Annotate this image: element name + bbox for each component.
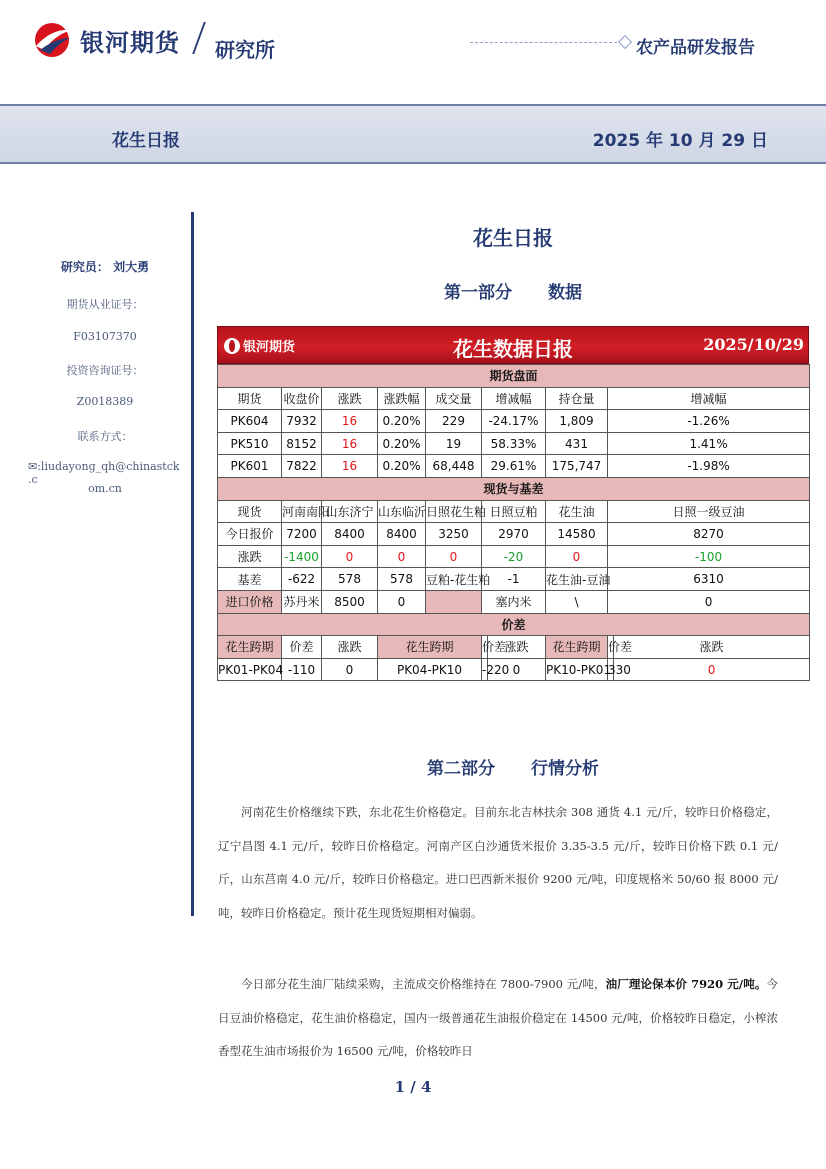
table-cell: -1 xyxy=(482,568,546,591)
table-cell: 持仓量 xyxy=(546,387,608,410)
futures-row xyxy=(218,410,810,433)
analysis-p2-part-a: 今日部分花生油厂陆续采购，主流成交价格维持在 7800-7900 元/吨， xyxy=(241,977,606,991)
report-type: 农产品研发报告 xyxy=(636,38,755,58)
table-cell: 价差 xyxy=(482,636,488,659)
table-cell: 0 xyxy=(608,590,810,613)
section-spot xyxy=(218,477,810,500)
table-cell: 期货 xyxy=(218,387,282,410)
table-cell: 578 xyxy=(378,568,426,591)
email-line-1[interactable]: ✉:liudayong_qh@chinastck .c xyxy=(28,460,180,486)
table-cell: 68,448 xyxy=(426,455,482,478)
table-cell: 7932 xyxy=(282,410,322,433)
table-cell: 0 xyxy=(322,545,378,568)
table-cell: 进口价格 xyxy=(218,590,282,613)
table-cell: 0.20% xyxy=(378,410,426,433)
license-label: 期货从业证号： xyxy=(66,298,144,311)
table-cell: -24.17% xyxy=(482,410,546,433)
section-1-number: 第一部分 xyxy=(444,283,512,303)
table-cell: 0.20% xyxy=(378,432,426,455)
table-cell: -1.98% xyxy=(608,455,810,478)
table-title: 花生数据日报 xyxy=(453,337,573,361)
table-cell: 河南南阳 xyxy=(282,500,322,523)
main-title: 花生日报 xyxy=(473,226,553,250)
table-cell: 14580 xyxy=(546,523,608,546)
report-header xyxy=(0,0,826,100)
institute-name: 研究所 xyxy=(215,38,275,62)
analysis-paragraph-1: 河南花生价格继续下跌，东北花生价格稳定。目前东北吉林扶余 308 通货 4.1 元/斤，较昨日价格稳定，辽宁昌图 4.1 元/斤，较昨日价格稳定。河南产区白沙通货米报价 3.35-3.5 元/斤，较昨日价格下跌 0.1 元/斤，山东莒南 4.0 元/斤，较昨日价格稳定。进口巴西新米报价 9200 元/吨，印度规格米 50/60 报 8000 元/吨，较昨日价格稳定。预计花生现货短期相对偏弱。 xyxy=(218,805,778,920)
table-cell: 价差 xyxy=(282,636,322,659)
analysis-p2-bold: 油厂理论保本价 7920 元/吨。 xyxy=(605,977,767,991)
author: 研究员： 刘大勇 xyxy=(60,260,150,274)
table-cell: 0 xyxy=(546,545,608,568)
analysis-p2-part-b: 今日豆油价格稳定，花生油价格稳定，国内一级普通花生油报价稳定在 14500 元/吨，价格较昨日稳定，小榨浓香型花生油市场报价为 16500 元/吨，价格较昨日 xyxy=(218,977,778,1058)
table-cell: 涨跌 xyxy=(322,636,378,659)
table-cell: 7822 xyxy=(282,455,322,478)
table-cell: -1400 xyxy=(282,545,322,568)
table-cell: 涨跌幅 xyxy=(378,387,426,410)
report-title: 花生日报 xyxy=(112,131,180,151)
table-cell: 58.33% xyxy=(482,432,546,455)
table-cell: 8152 xyxy=(282,432,322,455)
data-table xyxy=(217,326,809,681)
header-divider xyxy=(180,22,206,54)
table-cell: 19 xyxy=(426,432,482,455)
table-cell: 今日报价 xyxy=(218,523,282,546)
table-cell: 涨跌 xyxy=(488,636,546,659)
table-grid xyxy=(217,364,810,681)
company-logo xyxy=(30,20,180,60)
table-cell: 日照花生粕 xyxy=(426,500,482,523)
table-cell: 8400 xyxy=(378,523,426,546)
company-name: 银河期货 xyxy=(80,28,180,57)
table-cell: 基差 xyxy=(218,568,282,591)
table-cell: 豆粕-花生粕 xyxy=(426,568,482,591)
section-spread xyxy=(218,613,810,636)
table-cell: 山东临沂 xyxy=(378,500,426,523)
table-cell: 0.20% xyxy=(378,455,426,478)
page-number: 1 / 4 xyxy=(394,1078,432,1096)
table-cell: 3250 xyxy=(426,523,482,546)
report-date: 2025 年 10 月 29 日 xyxy=(592,131,768,151)
spot-header-row xyxy=(218,500,810,523)
table-section-label: 价差 xyxy=(218,613,810,636)
table-cell: 花生油-豆油 xyxy=(546,568,608,591)
galaxy-logo-icon xyxy=(30,20,76,60)
table-cell: 16 xyxy=(322,432,378,455)
table-cell: 0 xyxy=(426,545,482,568)
contact-label: 联系方式： xyxy=(77,430,133,443)
table-cell: 175,747 xyxy=(546,455,608,478)
table-cell: 2970 xyxy=(482,523,546,546)
table-cell: -622 xyxy=(282,568,322,591)
section-1-title xyxy=(200,278,826,303)
table-cell: 价差 xyxy=(608,636,614,659)
futures-header-row xyxy=(218,387,810,410)
section-2-name: 行情分析 xyxy=(531,759,599,779)
table-cell: 花生跨期 xyxy=(218,636,282,659)
table-cell: 0 xyxy=(378,590,426,613)
table-cell: -110 xyxy=(282,658,322,681)
table-cell: 1.41% xyxy=(608,432,810,455)
table-cell: 8400 xyxy=(322,523,378,546)
table-cell: PK604 xyxy=(218,410,282,433)
table-cell: 6310 xyxy=(608,568,810,591)
table-cell: 0 xyxy=(322,658,378,681)
section-2-number: 第二部分 xyxy=(427,759,495,779)
table-cell: 收盘价 xyxy=(282,387,322,410)
table-cell: 0 xyxy=(488,658,546,681)
table-cell: PK10-PK01 xyxy=(546,658,608,681)
table-cell: 16 xyxy=(322,455,378,478)
section-futures xyxy=(218,365,810,388)
spread-row xyxy=(218,658,810,681)
table-cell: 成交量 xyxy=(426,387,482,410)
table-cell: PK01-PK04 xyxy=(218,658,282,681)
futures-row xyxy=(218,455,810,478)
header-dashed-line xyxy=(470,42,622,43)
table-cell: 花生跨期 xyxy=(546,636,608,659)
table-cell: 29.61% xyxy=(482,455,546,478)
consult-number: Z0018389 xyxy=(76,395,134,408)
table-cell: 0 xyxy=(614,658,810,681)
table-cell: 0 xyxy=(378,545,426,568)
consult-label: 投资咨询证号： xyxy=(66,364,144,377)
table-header-bar xyxy=(217,326,809,364)
table-cell: 578 xyxy=(322,568,378,591)
email-line-2[interactable]: om.cn xyxy=(88,482,122,495)
table-cell: 增减幅 xyxy=(482,387,546,410)
table-cell: PK510 xyxy=(218,432,282,455)
table-cell: 229 xyxy=(426,410,482,433)
table-cell: -100 xyxy=(608,545,810,568)
table-cell: 花生油 xyxy=(546,500,608,523)
table-cell: 花生跨期 xyxy=(378,636,482,659)
table-cell: \ xyxy=(546,590,608,613)
import-row xyxy=(218,590,810,613)
table-cell: 1,809 xyxy=(546,410,608,433)
table-cell: 增减幅 xyxy=(608,387,810,410)
table-section-label: 现货与基差 xyxy=(218,477,810,500)
diamond-icon xyxy=(618,35,632,49)
table-cell: PK601 xyxy=(218,455,282,478)
table-cell: 涨跌 xyxy=(322,387,378,410)
table-cell: 431 xyxy=(546,432,608,455)
table-cell: 现货 xyxy=(218,500,282,523)
table-cell: 日照一级豆油 xyxy=(608,500,810,523)
table-cell: 日照豆粕 xyxy=(482,500,546,523)
table-section-label: 期货盘面 xyxy=(218,365,810,388)
section-2-title xyxy=(200,754,826,779)
section-1-name: 数据 xyxy=(548,283,582,303)
table-date: 2025/10/29 xyxy=(703,335,804,354)
table-cell: 330 xyxy=(608,658,614,681)
table-cell: -220 xyxy=(482,658,488,681)
spread-header-row xyxy=(218,636,810,659)
table-cell: 7200 xyxy=(282,523,322,546)
license-number: F03107370 xyxy=(73,330,137,343)
table-cell: 苏丹米 xyxy=(282,590,322,613)
sidebar-divider xyxy=(191,212,194,916)
table-cell: -20 xyxy=(482,545,546,568)
table-brand-name: 银河期货 xyxy=(243,340,296,355)
table-cell: -1.26% xyxy=(608,410,810,433)
table-cell: 涨跌 xyxy=(614,636,810,659)
table-cell: 塞内米 xyxy=(482,590,546,613)
table-cell: 8500 xyxy=(322,590,378,613)
title-band xyxy=(0,104,826,164)
table-cell: 16 xyxy=(322,410,378,433)
table-cell: 涨跌 xyxy=(218,545,282,568)
table-cell xyxy=(426,590,482,613)
spot-change-row xyxy=(218,545,810,568)
table-cell: 山东济宁 xyxy=(322,500,378,523)
spot-price-row xyxy=(218,523,810,546)
table-cell: PK04-PK10 xyxy=(378,658,482,681)
table-cell: 8270 xyxy=(608,523,810,546)
spot-basis-row xyxy=(218,568,810,591)
futures-row xyxy=(218,432,810,455)
analysis-paragraph-2 xyxy=(218,968,778,1069)
